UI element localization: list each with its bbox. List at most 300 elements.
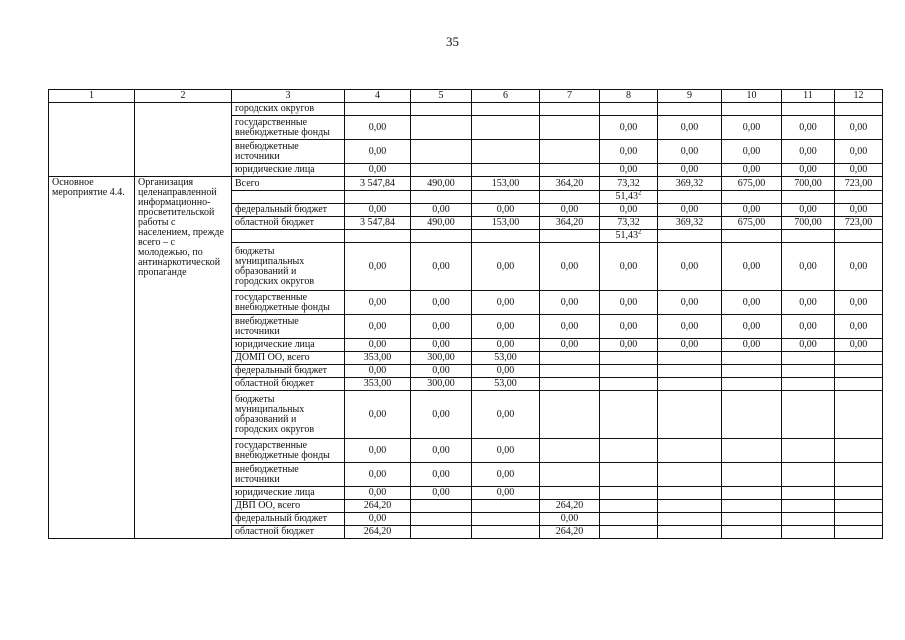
value-cell <box>540 526 600 539</box>
value-cell <box>411 487 472 500</box>
column-header: 1 <box>49 90 135 103</box>
value-cell <box>411 243 472 291</box>
value-cell <box>600 103 658 116</box>
value-text: 0,00 <box>368 121 387 133</box>
value-cell <box>540 339 600 352</box>
header-row <box>49 90 883 103</box>
value-text: 0,00 <box>680 204 699 215</box>
value-cell <box>345 463 411 487</box>
value-text: 0,00 <box>799 320 817 332</box>
value-text: 0,00 <box>619 164 638 175</box>
value-cell <box>658 365 722 378</box>
value-text: 73,32 <box>617 217 640 228</box>
value-cell <box>411 463 472 487</box>
value-text: 0,00 <box>680 121 699 133</box>
value-text: 0,00 <box>432 204 450 215</box>
measure-description-cell-empty <box>135 103 232 177</box>
value-cell <box>345 439 411 463</box>
value-cell <box>411 291 472 315</box>
value-text: 0,00 <box>680 145 699 157</box>
value-cell <box>722 315 782 339</box>
value-text: 0,00 <box>496 487 515 498</box>
value-text: 0,00 <box>849 339 868 350</box>
value-cell <box>722 365 782 378</box>
value-cell <box>658 164 722 177</box>
value-text: 0,00 <box>619 260 638 272</box>
value-cell <box>411 391 472 439</box>
value-cell <box>835 365 883 378</box>
value-text: 369,32 <box>675 217 704 228</box>
value-text: 264,20 <box>363 500 392 511</box>
value-cell <box>345 140 411 164</box>
value-cell <box>722 439 782 463</box>
value-text: 0,00 <box>496 260 515 272</box>
value-text: 0,00 <box>368 260 387 272</box>
value-cell <box>345 513 411 526</box>
value-cell <box>782 513 835 526</box>
value-cell <box>722 513 782 526</box>
value-cell <box>722 487 782 500</box>
value-cell <box>722 463 782 487</box>
value-cell <box>782 217 835 230</box>
value-text: 0,00 <box>560 513 579 524</box>
value-text: 51,43 <box>615 230 638 241</box>
funding-source-label: юридические лица <box>232 164 345 177</box>
value-cell <box>411 177 472 191</box>
value-cell <box>835 378 883 391</box>
value-cell <box>600 243 658 291</box>
value-cell <box>658 439 722 463</box>
value-cell <box>600 116 658 140</box>
value-text: 675,00 <box>737 217 766 228</box>
funding-source-label: городских округов <box>232 103 345 116</box>
value-text: 0,00 <box>849 145 868 157</box>
value-text: 0,00 <box>742 204 761 215</box>
value-text: 3 547,84 <box>360 177 395 189</box>
value-cell <box>782 378 835 391</box>
value-cell <box>835 513 883 526</box>
value-cell <box>345 500 411 513</box>
value-text: 0,00 <box>432 468 450 480</box>
value-cell <box>782 352 835 365</box>
value-cell <box>600 439 658 463</box>
value-cell <box>472 513 540 526</box>
value-text: 300,00 <box>427 352 455 363</box>
value-cell <box>345 204 411 217</box>
value-cell <box>540 243 600 291</box>
value-cell <box>540 230 600 243</box>
value-text: 490,00 <box>427 217 455 228</box>
value-cell <box>345 217 411 230</box>
value-cell <box>600 487 658 500</box>
value-cell <box>600 352 658 365</box>
value-cell <box>722 230 782 243</box>
value-text: 0,00 <box>849 296 868 308</box>
value-cell <box>472 315 540 339</box>
value-cell <box>540 315 600 339</box>
value-cell <box>472 217 540 230</box>
value-cell <box>540 487 600 500</box>
value-text: 0,00 <box>432 320 450 332</box>
value-cell <box>345 116 411 140</box>
value-cell <box>835 391 883 439</box>
value-cell <box>411 164 472 177</box>
value-cell <box>600 191 658 204</box>
value-cell <box>658 339 722 352</box>
value-cell <box>345 487 411 500</box>
value-cell <box>835 164 883 177</box>
value-cell <box>658 191 722 204</box>
value-cell <box>472 378 540 391</box>
value-text: 353,00 <box>363 378 392 389</box>
funding-source-label: Всего <box>232 177 345 191</box>
value-cell <box>658 487 722 500</box>
value-cell <box>600 339 658 352</box>
value-cell <box>782 164 835 177</box>
value-cell <box>600 291 658 315</box>
footnote-marker: 2 <box>638 229 642 236</box>
value-text: 0,00 <box>496 444 515 456</box>
value-cell <box>835 116 883 140</box>
value-cell <box>835 439 883 463</box>
value-text: 0,00 <box>849 121 868 133</box>
value-cell <box>345 191 411 204</box>
value-text: 0,00 <box>849 320 868 332</box>
value-text: 0,00 <box>560 204 579 215</box>
value-cell <box>600 378 658 391</box>
value-text: 51,43 <box>615 191 638 202</box>
value-cell <box>540 116 600 140</box>
column-header: 8 <box>600 90 658 103</box>
value-cell <box>472 243 540 291</box>
value-text: 0,00 <box>496 339 515 350</box>
value-cell <box>345 164 411 177</box>
value-cell <box>658 116 722 140</box>
funding-source-label: юридические лица <box>232 339 345 352</box>
value-cell <box>540 352 600 365</box>
funding-source-label: государственные внебюджетные фонды <box>232 291 345 315</box>
value-cell <box>722 177 782 191</box>
value-cell <box>540 463 600 487</box>
funding-source-label: государственные внебюджетные фонды <box>232 116 345 140</box>
measure-description: Организация целенаправленной информационно-просветительской работы с населением, прежде всего – с молодежью, по антинаркотической пропаганде <box>135 177 232 539</box>
value-text: 0,00 <box>799 204 817 215</box>
value-text: 0,00 <box>799 260 817 272</box>
value-cell <box>540 391 600 439</box>
value-cell <box>722 164 782 177</box>
value-cell <box>835 463 883 487</box>
value-text: 0,00 <box>368 444 387 456</box>
value-text: 0,00 <box>368 513 387 524</box>
value-cell <box>540 500 600 513</box>
value-cell <box>411 204 472 217</box>
value-cell <box>472 103 540 116</box>
value-cell <box>345 291 411 315</box>
funding-source-label: ДОМП ОО, всего <box>232 352 345 365</box>
value-cell <box>782 526 835 539</box>
column-header: 12 <box>835 90 883 103</box>
value-cell <box>345 230 411 243</box>
funding-source-label: внебюджетные источники <box>232 315 345 339</box>
value-cell <box>722 526 782 539</box>
value-cell <box>540 365 600 378</box>
value-cell <box>658 103 722 116</box>
funding-source-label: федеральный бюджет <box>232 513 345 526</box>
value-text: 53,00 <box>494 378 517 389</box>
value-text: 0,00 <box>432 365 450 376</box>
value-cell <box>835 352 883 365</box>
value-cell <box>835 217 883 230</box>
value-text: 0,00 <box>799 164 817 175</box>
value-cell <box>472 439 540 463</box>
value-text: 0,00 <box>849 164 868 175</box>
value-cell <box>658 177 722 191</box>
value-text: 0,00 <box>368 145 387 157</box>
value-cell <box>472 291 540 315</box>
value-cell <box>722 339 782 352</box>
value-text: 0,00 <box>799 121 817 133</box>
funding-source-label: федеральный бюджет <box>232 365 345 378</box>
value-text: 353,00 <box>363 352 392 363</box>
value-cell <box>782 177 835 191</box>
value-cell <box>600 204 658 217</box>
value-text: 0,00 <box>432 339 450 350</box>
value-text: 3 547,84 <box>360 217 395 228</box>
value-cell <box>722 378 782 391</box>
value-cell <box>658 140 722 164</box>
value-text: 0,00 <box>680 260 699 272</box>
column-header: 9 <box>658 90 722 103</box>
value-text: 0,00 <box>496 468 515 480</box>
value-text: 73,32 <box>617 177 640 189</box>
value-text: 0,00 <box>799 296 817 308</box>
value-cell <box>782 116 835 140</box>
value-cell <box>782 230 835 243</box>
value-cell <box>472 204 540 217</box>
value-cell <box>411 513 472 526</box>
value-text: 0,00 <box>368 468 387 480</box>
value-cell <box>411 378 472 391</box>
value-text: 0,00 <box>560 296 579 308</box>
value-text: 0,00 <box>560 339 579 350</box>
funding-source-label: юридические лица <box>232 487 345 500</box>
value-cell <box>345 177 411 191</box>
value-text: 0,00 <box>742 296 761 308</box>
value-cell <box>600 526 658 539</box>
value-cell <box>835 487 883 500</box>
funding-source-label: областной бюджет <box>232 378 345 391</box>
value-cell <box>600 230 658 243</box>
value-cell <box>472 365 540 378</box>
value-cell <box>472 230 540 243</box>
funding-source-label: внебюджетные источники <box>232 463 345 487</box>
value-text: 0,00 <box>680 296 699 308</box>
column-header: 5 <box>411 90 472 103</box>
value-cell <box>472 391 540 439</box>
value-cell <box>835 339 883 352</box>
funding-source-label: государственные внебюджетные фонды <box>232 439 345 463</box>
value-cell <box>472 177 540 191</box>
value-text: 0,00 <box>496 365 515 376</box>
value-cell <box>722 352 782 365</box>
value-cell <box>345 352 411 365</box>
value-cell <box>658 378 722 391</box>
value-text: 0,00 <box>742 260 761 272</box>
value-cell <box>472 526 540 539</box>
value-text: 53,00 <box>494 352 517 363</box>
value-cell <box>472 487 540 500</box>
value-text: 723,00 <box>844 217 873 228</box>
value-cell <box>658 243 722 291</box>
value-cell <box>540 177 600 191</box>
value-text: 264,20 <box>555 526 584 537</box>
value-cell <box>345 391 411 439</box>
value-cell <box>411 352 472 365</box>
value-text: 0,00 <box>368 408 387 420</box>
value-cell <box>658 230 722 243</box>
value-text: 0,00 <box>799 339 817 350</box>
value-cell <box>782 439 835 463</box>
value-cell <box>411 217 472 230</box>
value-cell <box>722 243 782 291</box>
value-text: 264,20 <box>363 526 392 537</box>
value-cell <box>722 217 782 230</box>
value-cell <box>411 315 472 339</box>
value-text: 0,00 <box>368 296 387 308</box>
column-header: 11 <box>782 90 835 103</box>
value-cell <box>540 378 600 391</box>
value-text: 675,00 <box>737 177 766 189</box>
value-cell <box>600 500 658 513</box>
value-cell <box>835 315 883 339</box>
value-text: 0,00 <box>368 320 387 332</box>
value-text: 0,00 <box>742 121 761 133</box>
funding-source-label: внебюджетные источники <box>232 140 345 164</box>
measure-name-cell-empty <box>49 103 135 177</box>
value-cell <box>658 463 722 487</box>
value-cell <box>835 526 883 539</box>
value-cell <box>600 177 658 191</box>
value-cell <box>658 291 722 315</box>
value-cell <box>835 103 883 116</box>
value-cell <box>411 526 472 539</box>
value-cell <box>658 217 722 230</box>
value-text: 364,20 <box>555 217 584 228</box>
value-text: 0,00 <box>680 339 699 350</box>
value-cell <box>782 463 835 487</box>
funding-source-label: областной бюджет <box>232 526 345 539</box>
value-cell <box>722 204 782 217</box>
value-text: 0,00 <box>432 260 450 272</box>
value-cell <box>540 291 600 315</box>
value-cell <box>411 230 472 243</box>
funding-source-label <box>232 191 345 204</box>
value-cell <box>658 391 722 439</box>
value-cell <box>540 140 600 164</box>
value-cell <box>472 339 540 352</box>
value-cell <box>835 500 883 513</box>
value-cell <box>540 217 600 230</box>
value-text: 0,00 <box>742 145 761 157</box>
value-text: 0,00 <box>619 339 638 350</box>
value-cell <box>782 339 835 352</box>
value-cell <box>600 391 658 439</box>
value-cell <box>658 513 722 526</box>
value-cell <box>472 140 540 164</box>
value-cell <box>722 500 782 513</box>
value-cell <box>782 140 835 164</box>
value-text: 0,00 <box>368 164 387 175</box>
value-cell <box>472 463 540 487</box>
value-cell <box>411 191 472 204</box>
value-text: 300,00 <box>427 378 455 389</box>
table-row <box>49 103 883 116</box>
value-cell <box>782 500 835 513</box>
value-cell <box>722 103 782 116</box>
value-text: 0,00 <box>496 296 515 308</box>
value-text: 0,00 <box>849 204 868 215</box>
funding-source-label: областной бюджет <box>232 217 345 230</box>
value-cell <box>835 140 883 164</box>
value-text: 0,00 <box>432 487 450 498</box>
value-cell <box>835 204 883 217</box>
value-cell <box>540 103 600 116</box>
value-cell <box>411 500 472 513</box>
value-text: 153,00 <box>491 217 520 228</box>
value-cell <box>345 365 411 378</box>
footnote-marker: 2 <box>638 190 642 197</box>
funding-source-label: бюджеты муниципальных образований и городских округов <box>232 243 345 291</box>
value-cell <box>782 103 835 116</box>
value-text: 490,00 <box>427 177 455 189</box>
value-text: 0,00 <box>432 408 450 420</box>
value-cell <box>345 103 411 116</box>
value-text: 0,00 <box>496 320 515 332</box>
value-cell <box>600 140 658 164</box>
column-header: 4 <box>345 90 411 103</box>
value-cell <box>540 439 600 463</box>
value-cell <box>600 513 658 526</box>
value-text: 0,00 <box>432 296 450 308</box>
value-text: 0,00 <box>368 365 387 376</box>
page-number: 35 <box>446 34 459 49</box>
column-header: 2 <box>135 90 232 103</box>
value-text: 0,00 <box>619 145 638 157</box>
funding-source-label: ДВП ОО, всего <box>232 500 345 513</box>
value-text: 0,00 <box>368 487 387 498</box>
value-cell <box>411 103 472 116</box>
column-header: 6 <box>472 90 540 103</box>
value-cell <box>782 243 835 291</box>
value-cell <box>345 526 411 539</box>
value-cell <box>722 291 782 315</box>
value-text: 0,00 <box>560 320 579 332</box>
value-text: 723,00 <box>844 177 873 189</box>
value-cell <box>782 365 835 378</box>
value-cell <box>835 177 883 191</box>
value-cell <box>782 315 835 339</box>
value-cell <box>600 164 658 177</box>
value-cell <box>722 191 782 204</box>
column-header: 10 <box>722 90 782 103</box>
value-text: 0,00 <box>560 260 579 272</box>
value-cell <box>472 500 540 513</box>
value-cell <box>411 339 472 352</box>
column-header: 7 <box>540 90 600 103</box>
value-cell <box>835 291 883 315</box>
value-text: 700,00 <box>794 177 822 189</box>
value-cell <box>658 315 722 339</box>
